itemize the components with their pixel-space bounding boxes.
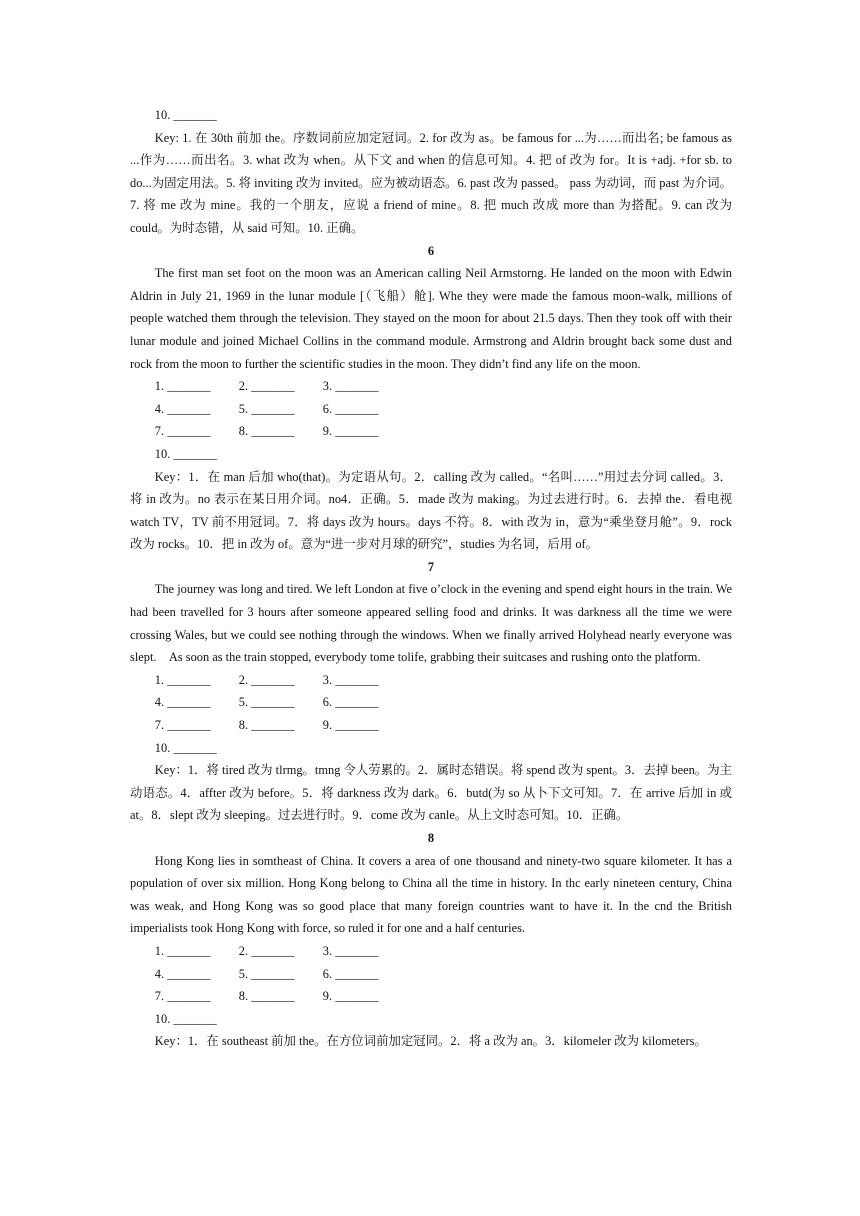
answer-row	[130, 714, 732, 737]
answer-blank: 1. _______	[154, 672, 211, 687]
answer-blank: 3. _______	[322, 943, 379, 958]
answer-blank: 8. _______	[238, 424, 295, 439]
answer-blank: 10. _______	[154, 446, 217, 461]
answer-blank: 9. _______	[322, 718, 379, 733]
answer-blank: 3. _______	[322, 379, 379, 394]
answer-key-7: Key：1．将 tired 改为 tlrmg。tmng 令人劳累的。2．属时态错误。将 spend 改为 spent。3．去掉 been。为主动语态。4．affter 改为 before。5．将 darkness 改为 dark。6．butd(为 so 从卜下文可知。7．在 arrive 后加 in 或 at。8．slept 改为 sleeping。过去进行时。9．come 改为 canle。从上文时态可知。10．正确。	[130, 763, 732, 823]
answer-blank: 2. _______	[238, 672, 295, 687]
answer-key-8: Key：1．在 southeast 前加 the。在方位词前加定冠同。2．将 a 改为 an。3．kilomeler 改为 kilometers。	[154, 1034, 707, 1049]
answer-blank: 4. _______	[154, 966, 211, 981]
answer-blank: 6. _______	[322, 401, 379, 416]
answer-blank: 6. _______	[322, 966, 379, 981]
answer-blank: 7. _______	[154, 718, 211, 733]
answer-row	[130, 963, 732, 986]
answer-blank: 2. _______	[238, 379, 295, 394]
answer-blank: 2. _______	[238, 943, 295, 958]
section-heading-8: 8	[427, 831, 435, 845]
answer-key-6: Key：1．在 man 后加 who(that)。为定语从句。2．calling 改为 called。“名叫……”用过去分词 called。3．将 in 改为。no 表示在某日用介词。no4．正确。5．made 改为 making。为过去进行时。6．去掉 the．看电视 watch TV，TV 前不用冠词。7．将 days 改为 hours。days 不符。8．with 改为 in，意为“乘坐登月舱”。9．rock 改为 rocks。10．把 in 改为 of。意为“进一步对月球的研究”，studies 为名词，后用 of。	[130, 469, 732, 552]
answer-row	[130, 691, 732, 714]
answer-blank: 1. _______	[154, 943, 211, 958]
answer-row	[130, 443, 732, 466]
answer-blank: 8. _______	[238, 718, 295, 733]
answer-blank: 1. _______	[154, 379, 211, 394]
section-heading-7: 7	[427, 559, 435, 574]
answer-row	[130, 375, 732, 398]
answer-blank: 4. _______	[154, 695, 211, 710]
section-heading-6: 6	[427, 243, 435, 258]
answer-row	[130, 420, 732, 443]
answer-blank: 4. _______	[154, 401, 211, 416]
answer-blank: 7. _______	[154, 989, 211, 1004]
passage-8: Hong Kong lies in somtheast of China. It covers a area of one thousand and ninety-two square kilometer. It has a population of over six million. Hong Kong belong to China all the time in history. In thc early nineteen century, China was weak, and Hong Kong was so good place that many foreign countries want to have it. In the cnd the British imperialists took Hong Kong with force, so ruled it for one and a half centuries.	[130, 853, 732, 936]
answer-blank-10: 10. _______	[154, 108, 217, 122]
answer-key-5: Key: 1. 在 30th 前加 the。序数词前应加定冠词。2. for 改为 as。be famous for ...为……而出名; be famous as ...作为……而出名。3. what 改为 when。从下文 and when 的信息可知。4. 把 of 改为 for。It is +adj. +for sb. to do...为固定用法。5. 将 inviting 改为 invited。应为被动语态。6. past 改为 passed。 pass 为动词，而 past 为介词。7. 将 me 改为 mine。我的一个朋友，应说 a friend of mine。8. 把 much 改成 more than 为搭配。9. can 改为 could。为时态错，从 said 可知。10. 正确。	[130, 130, 732, 235]
document-page	[130, 104, 732, 1053]
answer-blank: 8. _______	[238, 989, 295, 1004]
answer-row	[130, 398, 732, 421]
answer-blank: 5. _______	[238, 695, 295, 710]
passage-7: The journey was long and tired. We left London at five o’clock in the evening and spend eight hours in the train. We had been travelled for 3 hours after someone appeared selling food and drinks. It was darkness all the time we were crossing Wales, but we could see nothing through the windows. When we finally arrived Holyhead nearly everyone was slept. As soon as the train stopped, everybody tome tolife, grabbing their suitcases and rushing onto the platform.	[130, 582, 732, 665]
answer-row	[130, 737, 732, 760]
answer-row	[130, 1008, 732, 1031]
answer-blank: 5. _______	[238, 966, 295, 981]
answer-blank: 10. _______	[154, 740, 217, 755]
answer-row	[130, 669, 732, 692]
answer-blank: 10. _______	[154, 1011, 217, 1026]
answer-blank: 9. _______	[322, 424, 379, 439]
answer-blank: 9. _______	[322, 989, 379, 1004]
answer-blank: 6. _______	[322, 695, 379, 710]
answer-blank: 5. _______	[238, 401, 295, 416]
answer-blank: 7. _______	[154, 424, 211, 439]
answer-blank: 3. _______	[322, 672, 379, 687]
answer-row	[130, 940, 732, 963]
passage-6: The first man set foot on the moon was an American calling Neil Armstorng. He landed on the moon with Edwin Aldrin in July 21, 1969 in the lunar module [（飞船）舱]. Whe they were made the famous moon-walk, millions of people watched them through the television. They stayed on the moon for about 21.5 days. Then they took off with their lunar module and joined Michael Collins in the command module. Armstrong and Aldrin brought back some dust and rock from the moon to further the scientific studies in the moon. They didn’t find any life on the moon.	[130, 266, 732, 371]
answer-row	[130, 985, 732, 1008]
